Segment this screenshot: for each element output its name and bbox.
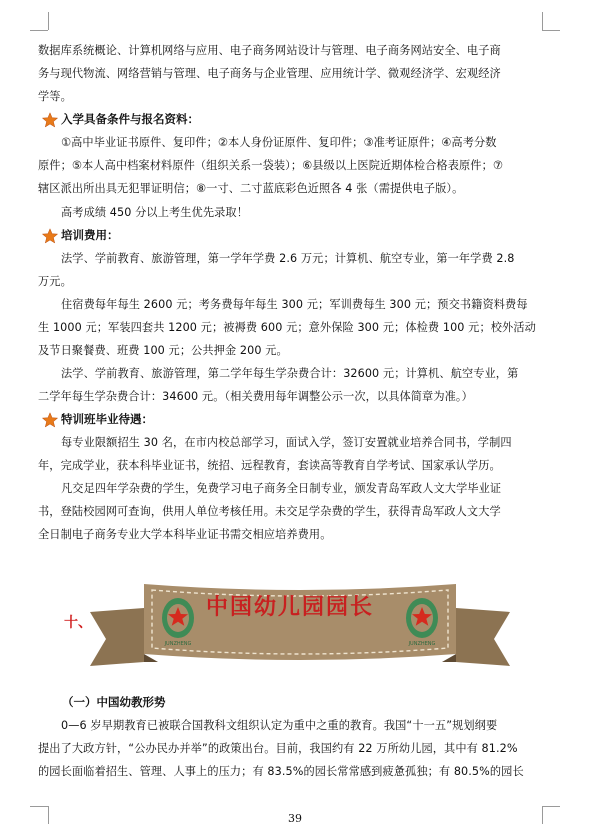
text-line: 及节日聚餐费、班费 100 元；公共押金 200 元。	[38, 344, 288, 357]
text-line: 务与现代物流、网络营销与管理、电子商务与企业管理、应用统计学、微观经济学、宏观经济	[38, 67, 501, 80]
text-line: 高考成绩 450 分以上考生优先录取！	[61, 206, 248, 219]
text-line: 住宿费每年每生 2600 元；考务费每年每生 300 元；军训费每生 300 元；预交书籍资料费每	[61, 298, 528, 311]
section-heading-fees: 培训费用：	[42, 227, 119, 244]
text-line: 提出了大政方针，“公办民办并举”的政策出台。目前，我国约有 22 万所幼儿园，其中有 81.2%	[38, 742, 518, 755]
text-line: 书，登陆校园网可查询，供用人单位考核任用。未交足学杂费的学生，获得青岛军政人文大学	[38, 505, 501, 518]
text-line: 0—6 岁早期教育已被联合国教科文组织认定为重中之重的教育。我国“十一五”规划纲要	[61, 719, 498, 732]
text-line: 生 1000 元；军装四套共 1200 元；被褥费 600 元；意外保险 300 元；体检费 100 元；校外活动	[38, 321, 536, 334]
text-line: 万元。	[38, 275, 72, 288]
page-number: 39	[288, 812, 302, 825]
text-line: 每专业限额招生 30 名，在市内校总部学习，面试入学，签订安置就业培养合同书，学制四	[61, 436, 512, 449]
logo-right	[406, 598, 438, 638]
text-line: 法学、学前教育、旅游管理，第二学年每生学杂费合计：32600 元；计算机、航空专业，第	[61, 367, 519, 380]
text-line: 全日制电子商务专业大学本科毕业证书需交相应培养费用。	[38, 528, 332, 541]
section-heading-admission: 入学具备条件与报名资料：	[42, 111, 199, 128]
star-icon	[42, 412, 58, 428]
text-line: 年，完成学业，获本科毕业证书，统招、远程教育，套读高等教育自学考试、国家承认学历。	[38, 459, 501, 472]
star-icon	[42, 228, 58, 244]
section-number: 十、	[64, 615, 92, 631]
text-line: 二学年每生学杂费合计：34600 元。（相关费用每年调整公示一次，以具体简章为准。）	[38, 390, 473, 403]
text-line: 原件；⑤本人高中档案材料原件（组织关系一袋装）；⑥县级以上医院近期体检合格表原件；⑦	[38, 159, 504, 172]
star-icon	[42, 112, 58, 128]
text-line: 法学、学前教育、旅游管理，第一学年学费 2.6 万元；计算机、航空专业，第一年学费 2.8	[61, 252, 515, 265]
text-line: 辖区派出所出具无犯罪证明信；⑧一寸、二寸蓝底彩色近照各 4 张（需提供电子版）。	[38, 182, 464, 195]
section-heading-benefits: 特训班毕业待遇：	[42, 411, 153, 428]
section-heading-situation: （一）中国幼教形势	[62, 695, 166, 709]
text-line: 的园长面临着招生、管理、人事上的压力；有 83.5%的园长常常感到疲惫孤独；有 80.5%的园长	[38, 765, 524, 778]
text-line: 数据库系统概论、计算机网络与应用、电子商务网站设计与管理、电子商务网站安全、电子商	[38, 44, 501, 57]
logo-right-caption: JUNZHENG	[408, 641, 436, 647]
banner-title: 中国幼儿园园长	[205, 594, 374, 620]
text-line: 凡交足四年学杂费的学生，免费学习电子商务全日制专业，颁发青岛军政人文大学毕业证	[61, 482, 502, 495]
text-line: 学等。	[38, 90, 72, 103]
text-line: ①高中毕业证书原件、复印件；②本人身份证原件、复印件；③准考证原件；④高考分数	[61, 136, 497, 149]
logo-left-caption: JUNZHENG	[164, 641, 192, 647]
